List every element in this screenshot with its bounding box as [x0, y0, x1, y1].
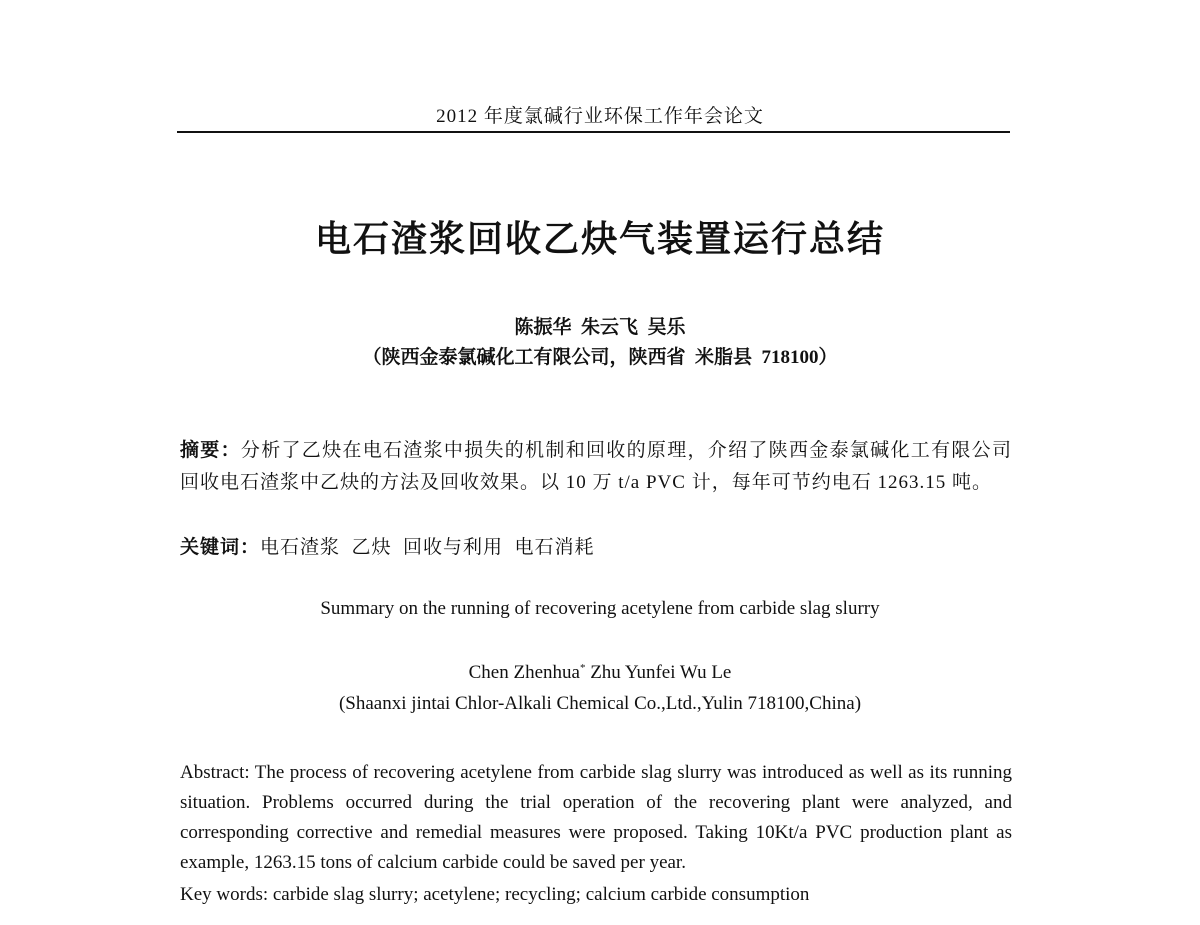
abstract-zh: [180, 435, 1012, 499]
keywords-zh: [180, 532, 1012, 564]
abstract-zh-text: 分析了乙炔在电石渣浆中损失的机制和回收的原理，介绍了陕西金泰氯碱化工有限公司回收电石渣浆中乙炔的方法及回收效果。以 10 万 t/a PVC 计，每年可节约电石 1263.15 吨。: [180, 440, 1012, 493]
running-header: 2012 年度氯碱行业环保工作年会论文: [436, 106, 764, 127]
affiliation-en: (Shaanxi jintai Chlor-Alkali Chemical Co.,Ltd.,Yulin 718100,China): [338, 693, 862, 714]
authors-en: [0, 662, 1200, 684]
paper-title-en: Summary on the running of recovering acetylene from carbide slag slurry: [320, 598, 880, 619]
keywords-en: Key words: carbide slag slurry; acetylene; recycling; calcium carbide consumption: [180, 884, 810, 905]
author-first-en: Chen Zhenhua: [468, 662, 580, 683]
affiliation-zh: （陕西金泰氯碱化工有限公司，陕西省 米脂县 718100）: [362, 347, 838, 368]
corresponding-author-mark: *: [579, 662, 586, 674]
keywords-zh-text: 电石渣浆 乙炔 回收与利用 电石消耗: [260, 537, 595, 558]
abstract-zh-label: 摘要：: [180, 440, 241, 461]
keywords-zh-label: 关键词：: [180, 537, 261, 558]
authors-rest-en: Zhu Yunfei Wu Le: [585, 662, 732, 683]
abstract-en: Abstract: The process of recovering acetylene from carbide slag slurry was introduced as well as its running situation. Problems occurred during the trial operation of the recovering plant were analyzed, and corresponding corrective and remedial measures were proposed. Taking 10Kt/a PVC production plant as example, 1263.15 tons of calcium carbide could be saved per year.: [180, 762, 1012, 873]
authors-zh: 陈振华 朱云飞 吴乐: [514, 317, 686, 338]
header-rule: [177, 131, 1010, 133]
paper-title: 电石渣浆回收乙炔气装置运行总结: [314, 219, 885, 259]
